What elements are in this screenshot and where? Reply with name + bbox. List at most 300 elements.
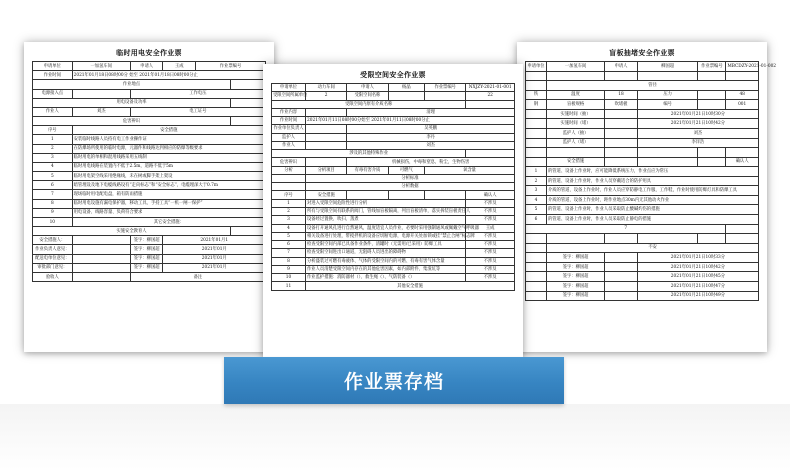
table-cell: 刘杰 [72,107,130,116]
table-cell [726,148,759,158]
table-row [526,119,759,129]
table-cell: 作业票编号 [425,84,466,92]
table-row [33,117,266,126]
table-cell: 吴英鹏 [347,125,515,133]
table-cell: 2021年01月21日10时47分 [637,281,758,291]
table-cell: 不涉及 [466,232,515,240]
table-cell: 签字：柳国超 [546,272,604,282]
table-cell: 临时用电的单相和混用线路采用五线制 [72,153,265,162]
table-cell [306,125,347,133]
table-cell [526,109,547,119]
table-cell: 安全措施人： [33,236,73,245]
table-cell: 001 [726,100,759,110]
table-cell: 2 [306,92,347,100]
table-cell [526,253,547,263]
table-cell: 不涉及 [466,199,515,207]
table-cell [231,98,266,107]
table-cell: 5 [33,172,73,181]
table-cell [726,224,759,234]
table-cell [726,234,759,244]
table-cell: 作业监护措施：消防器材（）、救生绳（）、气防装备（） [306,274,466,282]
table-row [526,281,759,291]
table-row [272,249,515,257]
table-cell: 压力 [637,90,698,100]
table-row [526,186,759,196]
table-cell: 5 [526,205,547,215]
table-cell: 刘杰 [637,128,758,138]
table-cell [698,90,726,100]
table-cell: 审批部门意见： [33,263,73,272]
table-cell: 介质的管道、设备上作业时，作业人员应穿防静电工作服、工作鞋，作业时使用防爆灯具和防爆工具 [546,186,758,196]
table-cell: 1 [272,199,306,207]
table-cell: 王成 [466,224,515,232]
table-row [272,216,515,224]
table-cell: 22 [466,92,515,100]
table-cell: 6 [526,215,547,225]
table-row [33,272,266,281]
table-cell [637,157,698,167]
table-cell [546,71,604,81]
table-cell: 2 [272,207,306,215]
table-cell: 7 [526,224,726,234]
table-cell: 监护人（堵） [546,138,604,148]
table-cell [526,71,547,81]
table-cell [698,157,726,167]
table-cell: 1 [33,135,73,144]
table-row [272,141,515,149]
table-cell: 签字：柳国超 [130,263,163,272]
table-cell: 王成 [163,62,196,71]
table-cell: 柳国超 [637,62,698,72]
table-cell: 48 [726,90,759,100]
table-cell [605,138,638,148]
table-row [526,71,759,81]
table-cell: 其它安全措施： [72,217,265,226]
table-row [272,92,515,100]
table-cell: 申请单位 [526,62,547,72]
table-row [526,262,759,272]
table-cell: 铁 [526,90,547,100]
table-cell: 2021年01月11日08时00分始至 2021年01月11日08时00分止 [306,117,515,125]
table-row [272,108,515,116]
table-cell: 作业票编号 [196,62,266,71]
table-cell: 签字：柳国超 [546,281,604,291]
table-row [272,84,515,92]
table-cell: 2021年01月21日10时49分 [637,291,758,301]
table-cell: MBCDZY-2021-01-002 [726,62,759,72]
table-cell: 分析标准 [306,174,515,182]
table-cell: 2021年01月18日08时00分 始至 2021年01月18日08时00分止 [72,71,265,80]
table-row [272,282,515,290]
table-row [272,224,515,232]
table-cell: 3 [526,186,547,196]
table-cell: 监护人 [272,133,306,141]
table-cell: 李洋浩 [637,138,758,148]
table-cell [231,117,266,126]
table-cell: 钢 [526,100,547,110]
table-row [33,181,266,190]
table-row [526,272,759,282]
table-row [33,227,266,236]
table-cell [526,234,547,244]
table-cell: 相关设备进行处理，带搅拌机的设备应切断电源，电源开关处加锁或挂“禁止合闸”标志牌 [307,233,475,239]
table-row [33,144,266,153]
table-row [272,166,515,174]
table-cell [605,71,638,81]
table-cell [605,128,638,138]
table-cell: 实施时间（抽） [546,109,604,119]
table-row [526,224,759,234]
table-cell: 分析项目 [306,166,347,174]
table-cell: 设备经过置换、吹扫、蒸煮 [306,216,466,224]
table-cell: 2021年01月 [163,245,266,254]
table-cell: 不涉及 [466,207,515,215]
table-cell: 分析数据 [306,183,515,191]
table-cell: 管径 [546,81,758,91]
table-cell: 6 [33,181,73,190]
table-cell: 作业人 [33,107,73,116]
table-row [272,150,515,158]
table-cell: 3 [33,153,73,162]
table-cell: 介质的管道、设备上作业时，距作业地点30m内无其他动火作业 [546,195,758,205]
table-cell: 安全措施 [72,126,265,135]
table-cell: 2021年01月21日10时45分 [637,272,758,282]
table-row [33,236,266,245]
table-cell: 暗管埋设及地下电缆线路设有“走向标志”和“安全标志”，电缆埋深大于0.7m [72,181,265,190]
table-cell: 7 [272,249,306,257]
table-row [33,254,266,263]
table-cell: 危害辨识 [272,158,306,166]
table-row [526,253,759,263]
table-cell: 签字：柳国超 [546,262,604,272]
table-row [526,148,759,158]
table-cell: 设备打开通风孔进行自然通风，温度适宜人员作业，必要时采用强制通风或佩戴空气呼吸器 [307,225,479,231]
table-row [526,243,759,253]
table-cell: 安全措施 [306,191,347,199]
table-cell: 氧含量 [425,166,515,174]
table-cell [726,71,759,81]
table-cell: 动力车间 [306,84,347,92]
table-cell: 监护人（抽） [546,128,604,138]
table-row [272,241,515,249]
table-cell: 受限空间名称 [347,92,388,100]
table-row [526,62,759,72]
table-cell [605,234,638,244]
table-row [526,205,759,215]
table-cell: 一加氢车间 [546,62,604,72]
table-cell [388,191,424,199]
table-cell [72,272,130,281]
table-cell: 不涉及 [466,274,515,282]
table-cell: 作业时间 [33,71,73,80]
table-cell: 10 [272,274,306,282]
table-cell [466,100,515,108]
table-cell [526,128,547,138]
table-cell: 9 [272,265,306,273]
table-cell: 可燃气 [388,166,424,174]
table-cell: 编号 [637,100,698,110]
table-cell: 2021年01月21日10时33分 [637,253,758,263]
table-row [526,195,759,205]
table-cell: 序号 [33,126,73,135]
table-row [33,217,266,226]
table-cell [72,263,130,272]
table-row [526,109,759,119]
table-cell [546,234,604,244]
table-cell: 8 [272,257,306,265]
table-cell: NXJZY-2021-01-001 [466,84,515,92]
table-row [272,183,515,191]
table-cell: 受限空间所属单位 [273,93,308,99]
table-row [526,90,759,100]
table-cell [526,281,547,291]
document-title: 临时用电安全作业票 [116,48,182,57]
table-cell: 一加氢车间 [72,62,130,71]
table-cell: 4 [33,162,73,171]
table-cell: 检查受限空间内部已具备作业条件，清罐时（无需用/已采用）防爆工具 [306,241,466,249]
table-cell [605,272,638,282]
table-cell: 作业单位负责人 [273,126,304,132]
table-cell [605,148,638,158]
table-row [33,107,266,116]
table-cell: 1 [526,167,547,177]
table-row [526,128,759,138]
table-cell: 所有与受限空间有联系的阀门，管线加盲板隔离，列出盲板清单，落实拆装盲板责任人 [307,209,471,215]
table-cell: 不涉及 [466,257,515,265]
table-row [526,215,759,225]
table-row [526,100,759,110]
table-cell: 签字：柳国超 [130,236,163,245]
banner-label: 作业票存档 [343,371,444,393]
table-cell: 2 [526,176,547,186]
table-cell: 作业人员清楚受限空间内存在的其他危害因素，如内部附件、集渣坑等 [306,265,466,273]
table-row [33,162,266,171]
table-cell: 临时用电架空线采用绝缘线，未在树或脚手架上架设 [72,172,265,181]
table-row [272,232,515,240]
table-cell: 签字：柳国超 [546,253,604,263]
table-cell [526,148,547,158]
table-cell: 签字：柳国超 [130,254,163,263]
table-cell [605,253,638,263]
table-cell: 申请单位 [33,62,73,71]
table-cell [526,157,547,167]
table-cell [605,109,638,119]
table-cell: 其他安全措施 [306,282,515,290]
table-row [272,174,515,182]
table-cell: 不涉及 [466,265,515,273]
table-cell [306,133,347,141]
table-cell: 电源接入点 [33,89,73,98]
permit-form-table [271,83,515,291]
table-cell: 温度 [546,90,604,100]
table-cell: 5 [272,232,306,240]
table-row [33,172,266,181]
table-cell [526,291,547,301]
table-cell: 分析盛装过可燃有毒液体、气体的受限空间内的可燃、有毒有害气体含量 [306,257,466,265]
table-cell [306,141,347,149]
table-cell: 不安 [546,243,758,253]
table-cell: 现场临时用电配电盘，箱有防雨措施 [72,190,265,199]
table-cell: 4 [272,224,306,232]
table-cell [306,108,347,116]
table-cell [388,92,424,100]
table-cell [425,92,466,100]
table-cell: 对进入受限空间危险性进行分析 [306,199,466,207]
table-cell: 用电设备及功率 [33,98,231,107]
table-row [272,207,515,215]
table-cell: 2021年01月21日10时42分 [637,262,758,272]
archive-banner [224,357,564,404]
table-cell [526,119,547,129]
table-cell: 3 [272,216,306,224]
table-row [526,291,759,301]
table-cell [698,148,726,158]
table-cell: 序号 [272,191,306,199]
table-cell: 临时用电线路在装置内不低于2.5m，道路不低于5m [72,162,265,171]
permit-form-table [525,61,777,301]
document-title: 受限空间安全作业票 [360,70,426,79]
table-cell: 18 [605,90,638,100]
table-cell: 2 [33,144,73,153]
table-row [526,234,759,244]
table-cell: 吹堵板 [605,100,638,110]
table-cell [526,272,547,282]
table-cell: 签字：柳国超 [130,245,163,254]
table-cell: 安全措施 [546,157,604,167]
table-row [272,117,515,125]
table-cell [605,291,638,301]
table-row [272,199,515,207]
table-row [272,191,515,199]
table-cell: 10 [33,217,73,226]
table-cell: 签字：柳国超 [546,291,604,301]
table-cell: 用电设备、线路容量、负荷符合要求 [72,208,265,217]
table-cell: 确认人 [726,157,759,167]
table-row [33,263,266,272]
table-cell [231,80,266,89]
table-cell [72,254,130,263]
table-cell: 危害辨识 [33,117,231,126]
table-cell: 检查受限空间进出口通道，无阻碍人员进出的障碍物 [306,249,466,257]
table-row [272,158,515,166]
table-cell [698,234,726,244]
permit-form-table [32,61,266,282]
blind-plate-permit-document [517,42,777,352]
table-row [33,126,266,135]
table-cell [605,281,638,291]
table-row [526,167,759,177]
table-row [33,245,266,254]
table-cell: 作业人 [272,141,306,149]
table-cell: 8 [33,199,73,208]
table-cell [605,119,638,129]
table-cell: 申请人 [347,84,388,92]
table-cell [347,191,388,199]
table-cell [72,245,130,254]
table-row [33,190,266,199]
table-row [272,257,515,265]
table-cell: 作业地点 [33,80,231,89]
table-cell: 作业负责人意见： [33,245,73,254]
table-cell [526,81,547,91]
table-cell: 在防爆场所使用的临时电源，元器件和线路达到相应的防爆等级要求 [72,144,265,153]
table-cell [605,262,638,272]
table-row [33,89,266,98]
table-cell: 盲板规格 [546,100,604,110]
table-cell: 6 [272,241,306,249]
table-row [272,133,515,141]
table-row [33,71,266,80]
table-row [33,153,266,162]
table-cell: 李丹 [347,133,515,141]
table-cell: 4 [526,195,547,205]
table-cell: 实施时间（堵） [546,119,604,129]
table-cell [637,148,698,158]
table-cell: 9 [33,208,73,217]
table-cell: 工作电压 [130,89,265,98]
table-cell [698,100,726,110]
table-cell: 申请单位 [272,84,306,92]
table-cell: 2021年01月21日10时30分 [637,109,758,119]
table-cell: 作业票编号 [698,62,726,72]
table-cell: 作业时间 [272,117,306,125]
table-cell: 有毒有害介质 [347,166,388,174]
table-cell: 不涉及 [466,216,515,224]
table-row [526,176,759,186]
table-row [33,208,266,217]
document-title: 盲板抽堵安全作业票 [609,48,675,57]
table-cell: 分析 [272,166,306,174]
table-row [526,138,759,148]
table-cell: 7 [33,190,73,199]
temporary-electricity-permit-document [24,42,274,352]
table-cell [272,174,306,182]
table-cell: 备注 [130,272,265,281]
table-row [272,100,515,108]
table-cell [698,71,726,81]
table-cell: 的管道、设备上作业时，作业人员采取防止酸碱灼伤的措施 [546,205,758,215]
table-cell [546,148,604,158]
table-cell: 2021年01月 [163,263,266,272]
table-row [272,125,515,133]
confined-space-permit-document [263,64,523,358]
table-cell [526,243,547,253]
table-row [272,265,515,273]
table-cell: 验收人 [33,272,73,281]
table-cell: 确认人 [466,191,515,199]
floor-reflection [0,404,790,470]
table-cell: 的管道、设备上作业时，应可能降低系统压力，作业点应为常压 [546,167,758,177]
table-row [526,157,759,167]
table-cell [272,183,306,191]
table-row [526,81,759,91]
table-cell: 申请人 [130,62,163,71]
table-cell [306,158,347,166]
table-cell: 刘杰 [347,141,515,149]
table-row [33,98,266,107]
table-cell [231,227,266,236]
table-cell: 申请人 [605,62,638,72]
table-cell: 的管道、设备上作业时，作业人员穿戴适合的防护用具 [546,176,758,186]
table-cell: 不涉及 [466,241,515,249]
table-cell: 杨晶 [388,84,424,92]
table-cell: 清理 [347,108,515,116]
table-cell: 配送电单位意见： [33,254,73,263]
table-cell [72,236,130,245]
table-cell [72,89,130,98]
table-cell: 实施安全教育人 [33,227,231,236]
table-cell [605,157,638,167]
